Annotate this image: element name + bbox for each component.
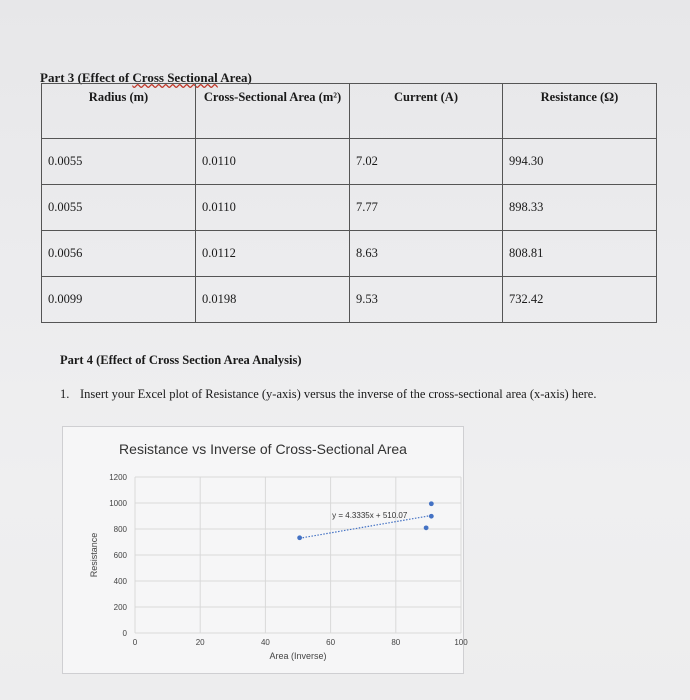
- cell-resistance: 808.81: [503, 231, 657, 277]
- trendline-equation: y = 4.3335x + 510.07: [332, 511, 408, 521]
- data-point: [297, 535, 302, 540]
- results-table: [41, 83, 657, 323]
- chart-container: [62, 426, 468, 674]
- x-tick-label: 100: [454, 638, 468, 647]
- cell-radius: 0.0099: [42, 277, 196, 323]
- instruction-number: 1.: [60, 387, 70, 401]
- header-resistance: Resistance (Ω): [503, 84, 657, 139]
- cell-radius: 0.0055: [42, 139, 196, 185]
- y-tick-label: 0: [122, 629, 127, 638]
- table-row: [42, 185, 657, 231]
- data-point: [424, 525, 429, 530]
- y-tick-label: 800: [113, 525, 127, 534]
- cell-resistance: 732.42: [503, 277, 657, 323]
- y-tick-label: 200: [113, 603, 127, 612]
- x-tick-label: 20: [195, 638, 205, 647]
- cell-radius: 0.0056: [42, 231, 196, 277]
- y-tick-label: 1000: [109, 499, 127, 508]
- data-point: [429, 501, 434, 506]
- cell-radius: 0.0055: [42, 185, 196, 231]
- cell-area: 0.0110: [196, 139, 350, 185]
- table-row: [42, 139, 657, 185]
- cell-resistance: 898.33: [503, 185, 657, 231]
- y-axis-label: Resistance: [89, 532, 99, 578]
- table-row: [42, 231, 657, 277]
- header-radius: Radius (m): [42, 84, 196, 139]
- header-cross-sectional-area: Cross-Sectional Area (m²): [196, 84, 350, 139]
- table-row: [42, 277, 657, 323]
- chart-title: Resistance vs Inverse of Cross-Sectional Area: [119, 441, 407, 457]
- x-axis-label: Area (Inverse): [269, 651, 327, 661]
- y-tick-label: 600: [113, 551, 127, 560]
- cell-area: 0.0110: [196, 185, 350, 231]
- cell-current: 7.77: [350, 185, 503, 231]
- instruction-text: Insert your Excel plot of Resistance (y-axis) versus the inverse of the cross-sectional area (x-axis) here.: [80, 387, 597, 401]
- table-header-row: [42, 84, 657, 139]
- instruction-item: [60, 385, 620, 403]
- x-tick-label: 60: [326, 638, 336, 647]
- cell-area: 0.0198: [196, 277, 350, 323]
- cell-current: 7.02: [350, 139, 503, 185]
- cell-resistance: 994.30: [503, 139, 657, 185]
- x-tick-label: 80: [391, 638, 401, 647]
- part3-title: Part 3 (Effect of Cross Sectional Area): [40, 70, 252, 85]
- scatter-chart: [63, 427, 468, 673]
- data-point: [429, 514, 434, 519]
- x-tick-label: 0: [132, 638, 138, 647]
- x-tick-label: 40: [260, 638, 270, 647]
- y-tick-label: 400: [113, 577, 127, 586]
- header-current: Current (A): [350, 84, 503, 139]
- cell-current: 8.63: [350, 231, 503, 277]
- part4-title: Part 4 (Effect of Cross Section Area Analysis): [60, 353, 302, 367]
- cell-area: 0.0112: [196, 231, 350, 277]
- cell-current: 9.53: [350, 277, 503, 323]
- y-tick-label: 1200: [109, 473, 127, 482]
